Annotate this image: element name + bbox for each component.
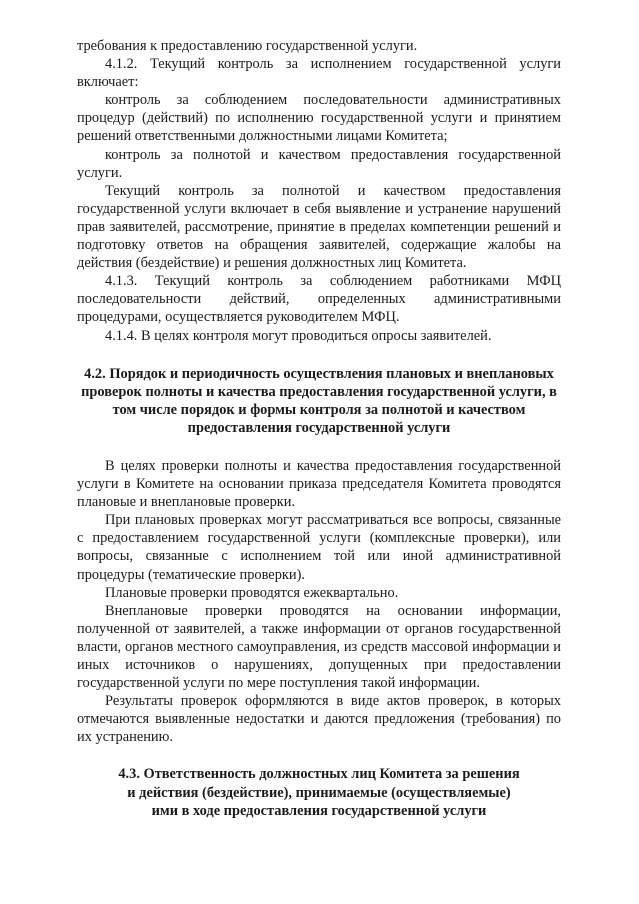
paragraph: Текущий контроль за полнотой и качеством предоставления государственной услуги включает в себя выявление и устранение нарушений прав заявителей, рассмотрение, принятие в пределах компетенции решений и подготовку ответов на обращения заявителей, содержащие жалобы на действия (бездействие) и решения должностных лиц Комитета. [77,182,561,272]
paragraph: Результаты проверок оформляются в виде актов проверок, в которых отмечаются выявленные недостатки и даются предложения (требования) по их устранению. [77,693,561,746]
paragraph: Внеплановые проверки проводятся на основании информации, полученной от заявителей, а также информации от органов государственной власти, органов местного самоуправления, из средств массовой информации и иных источников о нарушениях, допущенных при предоставлении государственной услуги по мере поступления такой информации. [77,602,561,692]
paragraph: 4.1.4. В целях контроля могут проводиться опросы заявителей. [105,327,492,344]
paragraph: контроль за соблюдением последовательности административных процедур (действий) по исполнению государственной услуги и принятием решений ответственными должностными лицами Комитета; [77,92,561,145]
paragraph: При плановых проверках могут рассматриваться все вопросы, связанные с предоставлением государственной услуги (комплексные проверки), или вопросы, связанные с исполнением той или иной административной процедуры (тематические проверки). [77,512,561,583]
section-body [77,457,561,747]
paragraph: контроль за полнотой и качеством предоставления государственной услуги. [77,146,561,181]
section-heading: 4.2. Порядок и периодичность осуществления плановых и внеплановых проверок полноты и качества предоставления государственной услуги, в том числе порядок и формы контроля за полнотой и качеством предоставления государственной услуги [81,365,557,436]
paragraph: требования к предоставлению государственной услуги. [77,38,418,54]
heading-line: и действия (бездействие), принимаемые (осуществляемые) [127,784,511,801]
paragraph: В целях проверки полноты и качества предоставления государственной услуги в Комитете на основании приказа председателя Комитета проводятся плановые и внеплановые проверки. [77,457,561,511]
heading-line: ими в ходе предоставления государственной услуги [151,802,487,819]
paragraph: 4.1.3. Текущий контроль за соблюдением работниками МФЦ последовательности действий, определенных административными процедурами, осуществляется руководителем МФЦ. [77,273,561,326]
section-heading [77,765,561,819]
heading-line: 4.3. Ответственность должностных лиц Комитета за решения [118,766,520,783]
document-page [77,37,561,820]
paragraph: Плановые проверки проводятся ежеквартально. [105,584,399,601]
paragraph: 4.1.2. Текущий контроль за исполнением государственной услуги включает: [77,56,561,91]
